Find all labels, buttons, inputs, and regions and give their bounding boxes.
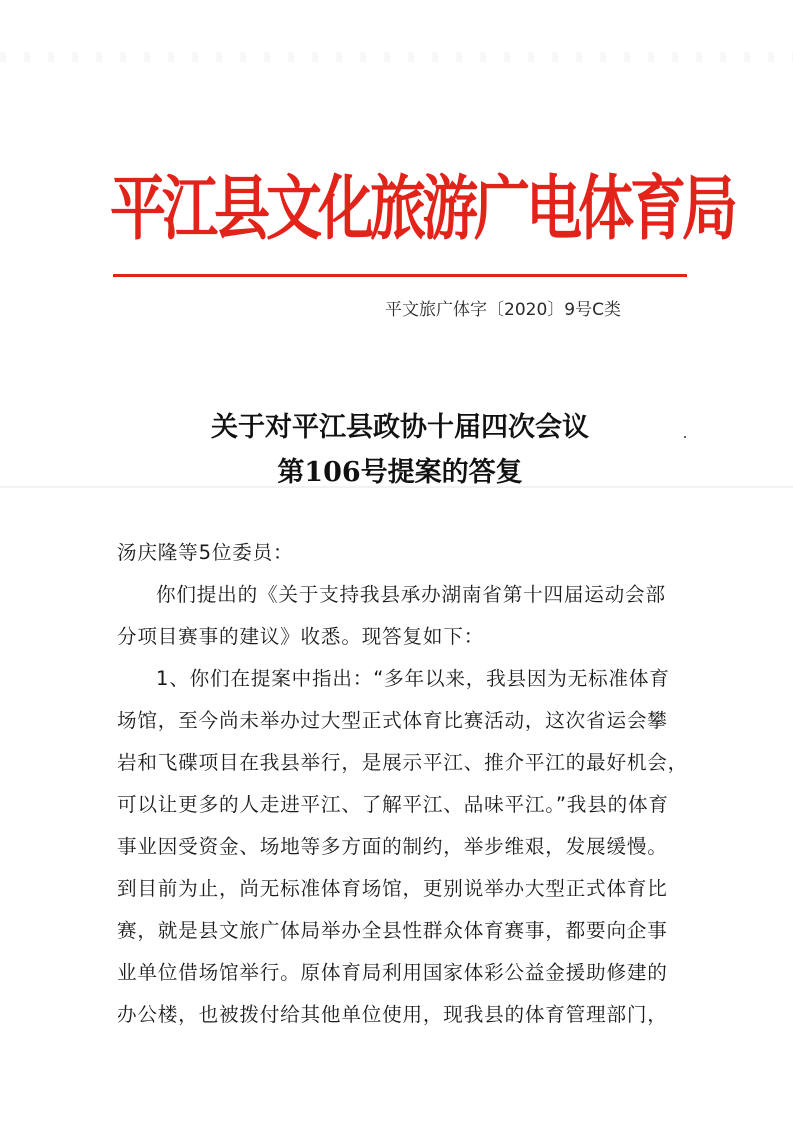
scan-speck (684, 436, 686, 438)
letterhead-agency-name: 平江县文化旅游广电体育局 (110, 167, 734, 250)
body-line: 事业因受资金、场地等多方面的制约，举步维艰，发展缓慢。 (117, 835, 668, 858)
body-line: 分项目赛事的建议》收悉。现答复如下： (117, 625, 485, 648)
scan-artifact-top (0, 52, 793, 62)
body-line: 办公楼，也被拨付给其他单位使用，现我县的体育管理部门， (117, 1003, 668, 1026)
document-title-line-2: 第106号提案的答复 (277, 457, 523, 488)
document-number: 平文旅广体字〔2020〕9号C类 (385, 300, 621, 320)
body-line: 到目前为止，尚无标准体育场馆，更别说举办大型正式体育比 (117, 877, 668, 900)
scan-artifact-mid (0, 486, 793, 488)
salutation: 汤庆隆等5位委员： (117, 541, 294, 564)
body-line: 你们提出的《关于支持我县承办湖南省第十四届运动会部 (156, 583, 666, 606)
body-line: 可以让更多的人走进平江、了解平江、品味平江。”我县的体育 (117, 793, 669, 816)
document-title-line-1: 关于对平江县政协十届四次会议 (211, 412, 589, 443)
body-line: 业单位借场馆举行。原体育局利用国家体彩公益金援助修建的 (117, 961, 668, 984)
body-line: 岩和飞碟项目在我县举行，是展示平江、推介平江的最好机会， (117, 751, 689, 774)
body-line: 场馆，至今尚未举办过大型正式体育比赛活动，这次省运会攀 (117, 709, 668, 732)
letterhead-red-rule (113, 274, 687, 277)
body-line: 赛，就是县文旅广体局举办全县性群众体育赛事，都要向企事 (117, 919, 668, 942)
body-line: 1、你们在提案中指出：“多年以来，我县因为无标准体育 (156, 667, 670, 690)
